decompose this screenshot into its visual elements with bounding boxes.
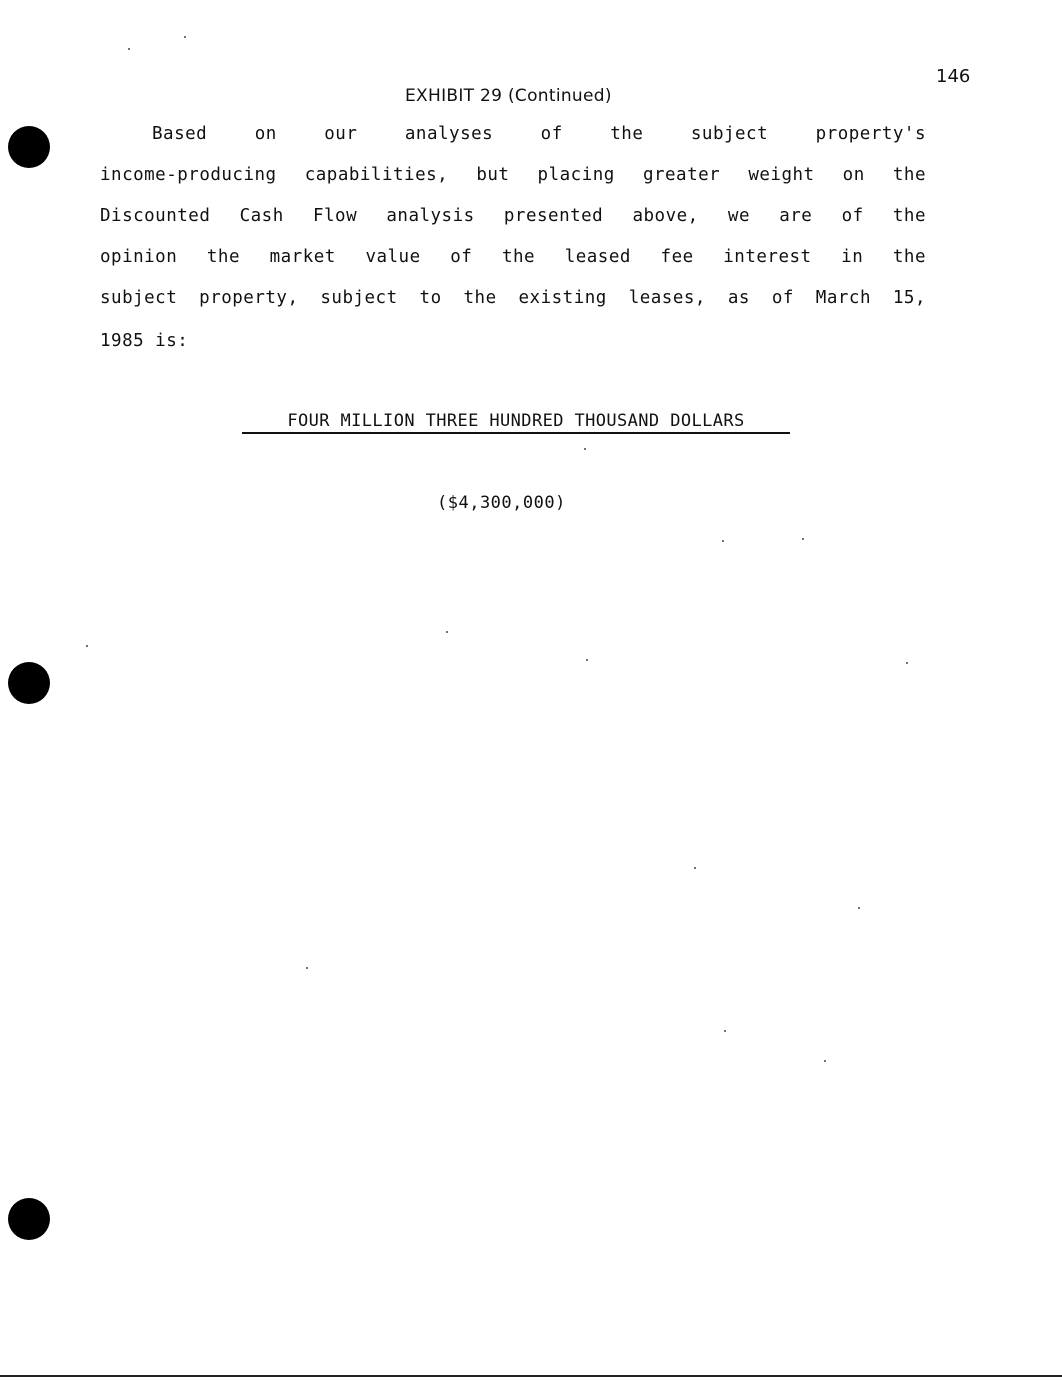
scan-speck <box>306 967 308 969</box>
scan-speck <box>858 907 860 909</box>
scan-speck <box>906 662 908 664</box>
scan-speck <box>86 645 88 647</box>
scan-speck <box>586 659 588 661</box>
scan-speck <box>694 867 696 869</box>
scan-speck <box>584 448 586 450</box>
paragraph-line: 1985 is: <box>100 331 189 351</box>
scan-speck <box>824 1060 826 1062</box>
binder-hole-middle <box>8 662 50 704</box>
market-value-figure: ($4,300,000) <box>437 493 566 513</box>
scan-speck <box>128 48 130 50</box>
scan-speck <box>446 631 448 633</box>
page-bottom-edge <box>0 1375 1062 1377</box>
market-value-words: FOUR MILLION THREE HUNDRED THOUSAND DOLLARS <box>242 410 790 434</box>
paragraph-line: subject property, subject to the existing leases, as of March 15, <box>100 288 926 308</box>
binder-hole-bottom <box>8 1198 50 1240</box>
exhibit-title: EXHIBIT 29 (Continued) <box>405 86 612 106</box>
paragraph-line: Discounted Cash Flow analysis presented above, we are of the <box>100 206 926 226</box>
scan-speck <box>184 36 186 38</box>
paragraph-line: opinion the market value of the leased fee interest in the <box>100 247 926 267</box>
binder-hole-top <box>8 126 50 168</box>
scan-speck <box>724 1030 726 1032</box>
scan-speck <box>802 538 804 540</box>
paragraph-line: Based on our analyses of the subject property's <box>152 124 926 144</box>
paragraph-line: income-producing capabilities, but placing greater weight on the <box>100 165 926 185</box>
page-number: 146 <box>936 66 971 87</box>
scan-speck <box>722 540 724 542</box>
